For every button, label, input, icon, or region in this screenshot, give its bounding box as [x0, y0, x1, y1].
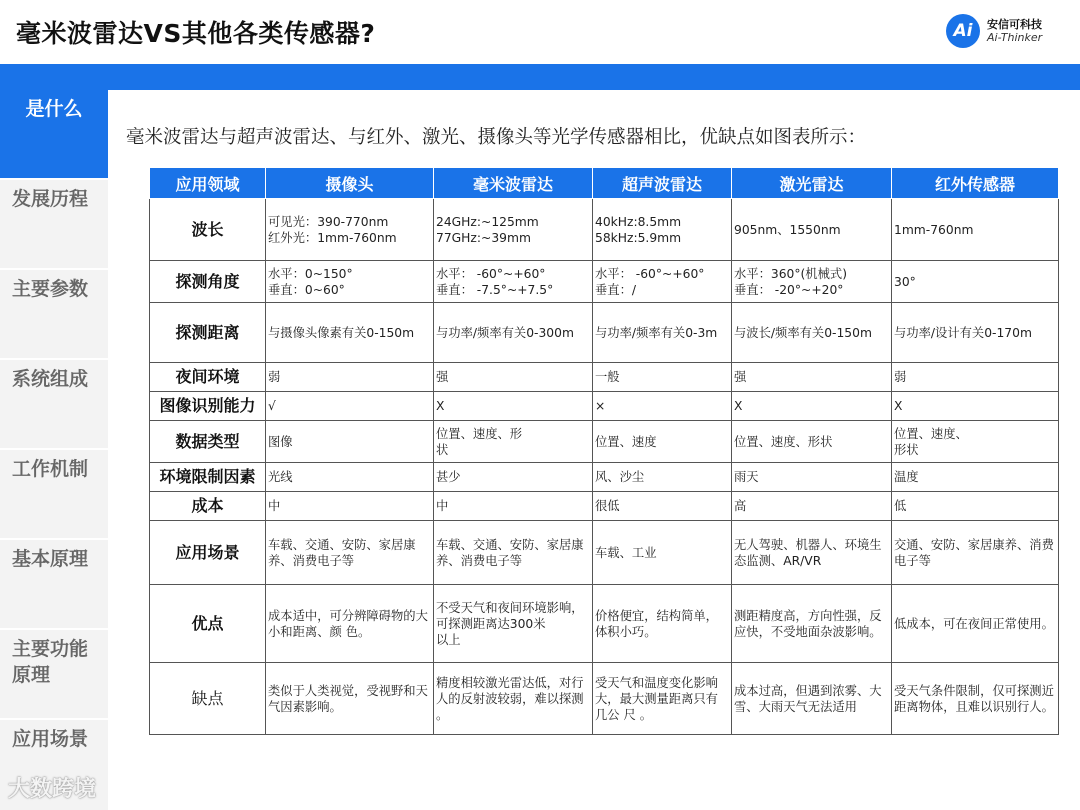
sidebar-item-system[interactable]: [0, 360, 108, 448]
table-cell: 位置、速度、 形状: [892, 421, 1059, 463]
watermark: 大数跨境: [8, 777, 97, 802]
table-cell: 温度: [892, 463, 1059, 492]
header-domain: 应用领域: [150, 168, 266, 199]
table-cell: 强: [434, 363, 593, 392]
table-cell: 不受天气和夜间环境影响，可探测距离达300米 以上: [434, 585, 593, 663]
table-cell: 精度相较激光雷达低，对行人的反射波较弱，难以探测 。: [434, 663, 593, 735]
header-lidar: 激光雷达: [732, 168, 892, 199]
table-cell: 水平： -60°~+60° 垂直：/: [593, 261, 732, 303]
table-row: [150, 199, 1059, 261]
sidebar-item-label: 基本原理: [12, 548, 89, 570]
table-cell: 与功率/设计有关0-170m: [892, 303, 1059, 363]
table-cell: 甚少: [434, 463, 593, 492]
table-cell: 车载、工业: [593, 521, 732, 585]
table-cell: 成本过高，但遇到浓雾、大雪、大雨天气无法适用: [732, 663, 892, 735]
header-infrared: 红外传感器: [892, 168, 1059, 199]
table-cell: 弱: [266, 363, 434, 392]
table-row: [150, 303, 1059, 363]
sidebar-item-principle[interactable]: [0, 540, 108, 628]
comparison-table: [149, 167, 1059, 735]
table-cell: 强: [732, 363, 892, 392]
table-cell: 与功率/频率有关0-300m: [434, 303, 593, 363]
logo-en-text: Ai-Thinker: [987, 31, 1043, 44]
table-cell: 测距精度高，方向性强，反应快，不受地面杂波影响。: [732, 585, 892, 663]
sidebar-item-params[interactable]: [0, 270, 108, 358]
sidebar-item-label: 工作机制: [12, 458, 89, 480]
table-cell: ×: [593, 392, 732, 421]
row-label: 环境限制因素: [150, 463, 266, 492]
table-cell: 905nm、1550nm: [732, 199, 892, 261]
table-cell: 水平： -60°~+60° 垂直： -7.5°~+7.5°: [434, 261, 593, 303]
table-row: [150, 421, 1059, 463]
table-cell: 与摄像头像素有关0-150m: [266, 303, 434, 363]
table-cell: 低: [892, 492, 1059, 521]
table-cell: 受天气和温度变化影响大，最大测量距离只有几公 尺 。: [593, 663, 732, 735]
table-cell: 很低: [593, 492, 732, 521]
sidebar-item-what[interactable]: [0, 90, 108, 178]
table-cell: 车载、交通、安防、家居康养、消费电子等: [434, 521, 593, 585]
table-cell: 一般: [593, 363, 732, 392]
table-cell: 图像: [266, 421, 434, 463]
sidebar-item-label: 是什么: [25, 98, 83, 120]
table-header-row: [150, 168, 1059, 199]
table-cell: X: [732, 392, 892, 421]
table-cell: 水平：360°(机械式) 垂直： -20°~+20°: [732, 261, 892, 303]
row-label: 数据类型: [150, 421, 266, 463]
header-camera: 摄像头: [266, 168, 434, 199]
table-row: [150, 363, 1059, 392]
row-label: 图像识别能力: [150, 392, 266, 421]
header-ultrasonic: 超声波雷达: [593, 168, 732, 199]
table-cell: 40kHz:8.5mm 58kHz:5.9mm: [593, 199, 732, 261]
table-cell: 高: [732, 492, 892, 521]
table-cell: 车载、交通、安防、家居康养、消费电子等: [266, 521, 434, 585]
table-cell: X: [434, 392, 593, 421]
table-cell: 低成本，可在夜间正常使用。: [892, 585, 1059, 663]
row-label: 缺点: [150, 663, 266, 735]
page-title: 毫米波雷达VS其他各类传感器?: [16, 19, 376, 48]
table-row: [150, 521, 1059, 585]
row-label: 夜间环境: [150, 363, 266, 392]
table-row: [150, 585, 1059, 663]
sidebar-item-label: 主要参数: [12, 278, 89, 300]
table-cell: 24GHz:~125mm 77GHz:~39mm: [434, 199, 593, 261]
sidebar-item-history[interactable]: [0, 180, 108, 268]
table-cell: 中: [266, 492, 434, 521]
table-row: [150, 492, 1059, 521]
row-label: 波长: [150, 199, 266, 261]
header-mmwave: 毫米波雷达: [434, 168, 593, 199]
row-label: 探测角度: [150, 261, 266, 303]
table-cell: 水平：0~150° 垂直：0~60°: [266, 261, 434, 303]
table-cell: 位置、速度、形 状: [434, 421, 593, 463]
table-cell: 风、沙尘: [593, 463, 732, 492]
table-cell: 位置、速度: [593, 421, 732, 463]
table-cell: 成本适中，可分辨障碍物的大小和距离、颜 色。: [266, 585, 434, 663]
sidebar-item-mechanism[interactable]: [0, 450, 108, 538]
sidebar-item-functions[interactable]: [0, 630, 108, 718]
table-cell: 弱: [892, 363, 1059, 392]
row-label: 优点: [150, 585, 266, 663]
table-cell: 与波长/频率有关0-150m: [732, 303, 892, 363]
table-cell: 中: [434, 492, 593, 521]
table-cell: 类似于人类视觉，受视野和天气因素影响。: [266, 663, 434, 735]
row-label: 成本: [150, 492, 266, 521]
table-cell: 交通、安防、家居康养、消费电子等: [892, 521, 1059, 585]
table-cell: 位置、速度、形状: [732, 421, 892, 463]
intro-text: 毫米波雷达与超声波雷达、与红外、激光、摄像头等光学传感器相比，优缺点如图表所示：: [126, 127, 867, 148]
table-cell: 无人驾驶、机器人、环境生态监测、AR/VR: [732, 521, 892, 585]
sidebar-nav: [0, 90, 108, 810]
sidebar-item-label: 发展历程: [12, 188, 89, 210]
header-bar: [0, 64, 1080, 90]
table-row: [150, 261, 1059, 303]
table-cell: 雨天: [732, 463, 892, 492]
table-cell: 30°: [892, 261, 1059, 303]
table-cell: 受天气条件限制，仅可探测近距离物体，且难以识别行人。: [892, 663, 1059, 735]
table-row: [150, 663, 1059, 735]
sidebar-item-label: 应用场景: [12, 728, 89, 750]
table-cell: 1mm-760nm: [892, 199, 1059, 261]
table-cell: 可见光：390-770nm 红外光：1mm-760nm: [266, 199, 434, 261]
logo-mark-icon: Ai: [946, 14, 980, 48]
table-cell: X: [892, 392, 1059, 421]
table-row: [150, 463, 1059, 492]
table-cell: 与功率/频率有关0-3m: [593, 303, 732, 363]
table-row: [150, 392, 1059, 421]
row-label: 探测距离: [150, 303, 266, 363]
logo-cn-text: 安信可科技: [987, 18, 1042, 31]
company-logo: [946, 14, 1071, 50]
sidebar-item-label: 主要功能原理: [12, 638, 89, 686]
sidebar-item-label: 系统组成: [12, 368, 89, 390]
table-cell: √: [266, 392, 434, 421]
row-label: 应用场景: [150, 521, 266, 585]
table-cell: 光线: [266, 463, 434, 492]
table-cell: 价格便宜，结构简单，体积小巧。: [593, 585, 732, 663]
